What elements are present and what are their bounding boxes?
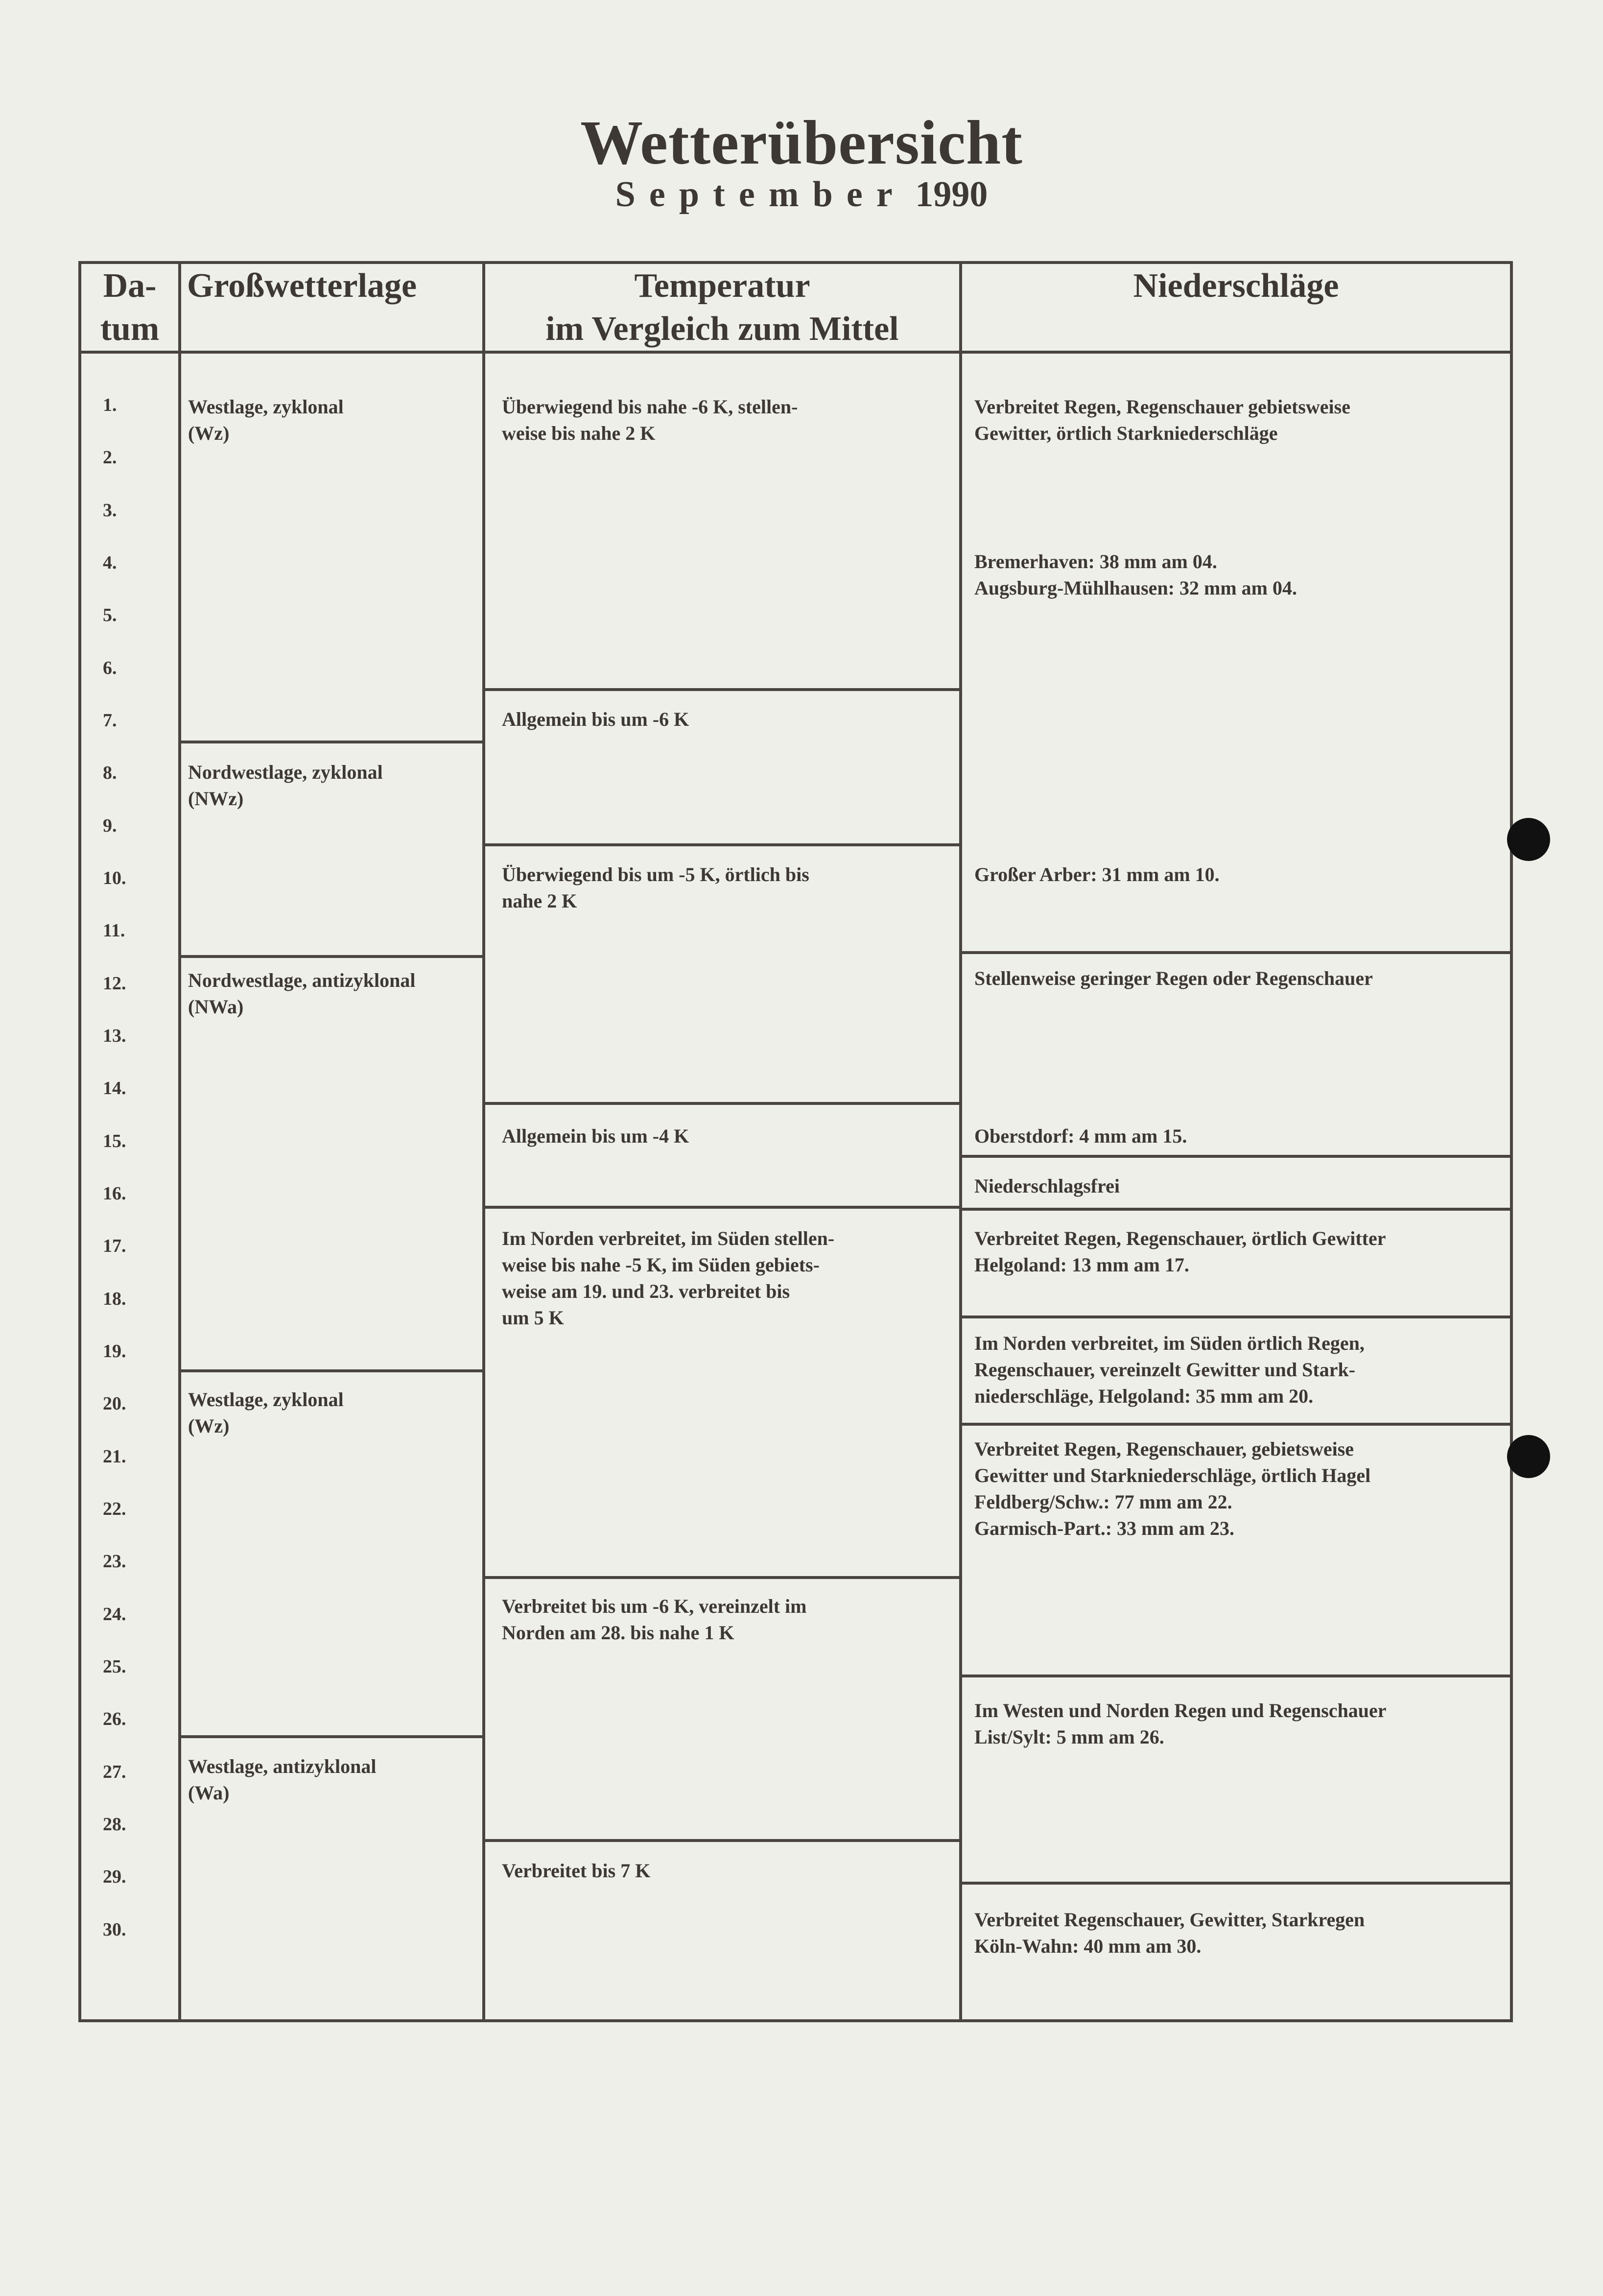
lage-divider bbox=[178, 955, 482, 958]
niederschlag-divider bbox=[959, 951, 1510, 954]
temperatur-cell: Verbreitet bis um -6 K, vereinzelt im Norden am 28. bis nahe 1 K bbox=[502, 1595, 807, 1644]
temperatur-cell: Überwiegend bis um -5 K, örtlich bis nahe 2 K bbox=[502, 863, 809, 912]
day-number: 13. bbox=[103, 1026, 126, 1046]
punch-hole bbox=[1507, 818, 1550, 861]
table-border-right bbox=[1510, 261, 1513, 2022]
temp-divider bbox=[482, 1576, 959, 1579]
niederschlag-cell: Großer Arber: 31 mm am 10. bbox=[974, 863, 1220, 885]
temp-divider bbox=[482, 688, 959, 691]
temperatur-cell: Im Norden verbreitet, im Süden stellen- weise bis nahe -5 K, im Süden gebiets- weise am 19. und 23. verbreitet bis um 5 K bbox=[502, 1227, 835, 1329]
day-number: 6. bbox=[103, 658, 117, 678]
niederschlag-cell: Verbreitet Regen, Regenschauer, örtlich Gewitter Helgoland: 13 mm am 17. bbox=[974, 1227, 1386, 1276]
day-number: 1. bbox=[103, 395, 117, 415]
temperatur-cell: Verbreitet bis 7 K bbox=[502, 1860, 651, 1882]
day-number: 17. bbox=[103, 1236, 126, 1256]
day-number: 10. bbox=[103, 868, 126, 888]
niederschlag-cell: Im Westen und Norden Regen und Regenschauer List/Sylt: 5 mm am 26. bbox=[974, 1699, 1387, 1748]
header-niederschlaege: Niederschläge bbox=[1133, 267, 1339, 305]
col-divider-temp bbox=[959, 261, 962, 2022]
day-number: 9. bbox=[103, 815, 117, 836]
day-number: 22. bbox=[103, 1499, 126, 1519]
day-number: 5. bbox=[103, 605, 117, 625]
day-number: 2. bbox=[103, 447, 117, 468]
day-number: 23. bbox=[103, 1551, 126, 1572]
page-title: Wetterübersicht bbox=[580, 108, 1023, 177]
lage-divider bbox=[178, 1369, 482, 1372]
niederschlag-cell: Verbreitet Regen, Regenschauer, gebietsweise Gewitter und Starkniederschläge, örtlich Hagel Feldberg/Schw.: 77 mm am 22. Garmisch-Part.: 33 mm am 23. bbox=[974, 1438, 1371, 1539]
niederschlag-cell: Oberstdorf: 4 mm am 15. bbox=[974, 1125, 1187, 1147]
temperatur-cell: Allgemein bis um -4 K bbox=[502, 1125, 689, 1147]
day-number: 3. bbox=[103, 500, 117, 521]
day-number: 18. bbox=[103, 1289, 126, 1309]
table-border-bottom bbox=[78, 2019, 1513, 2022]
header-datum: Da- tum bbox=[100, 267, 160, 348]
day-number: 7. bbox=[103, 710, 117, 731]
niederschlag-divider bbox=[959, 1315, 1510, 1318]
page-subtitle bbox=[0, 174, 1603, 215]
day-number: 28. bbox=[103, 1814, 126, 1835]
niederschlag-divider bbox=[959, 1882, 1510, 1885]
day-number: 4. bbox=[103, 552, 117, 573]
table-border-top bbox=[78, 261, 1513, 264]
niederschlag-cell: Verbreitet Regen, Regenschauer gebietsweise Gewitter, örtlich Starkniederschläge bbox=[974, 396, 1350, 444]
grosswetterlage-cell: Westlage, zyklonal (Wz) bbox=[188, 396, 344, 444]
lage-divider bbox=[178, 1735, 482, 1738]
niederschlag-cell: Stellenweise geringer Regen oder Regenschauer bbox=[974, 967, 1373, 989]
grosswetterlage-cell: Westlage, zyklonal (Wz) bbox=[188, 1388, 344, 1437]
niederschlag-divider bbox=[959, 1208, 1510, 1211]
niederschlag-cell: Im Norden verbreitet, im Süden örtlich Regen, Regenschauer, vereinzelt Gewitter und Stark- niederschläge, Helgoland: 35 mm am 20. bbox=[974, 1332, 1365, 1407]
niederschlag-divider bbox=[959, 1155, 1510, 1158]
day-number: 11. bbox=[103, 920, 125, 941]
niederschlag-divider bbox=[959, 1423, 1510, 1426]
table-border-left bbox=[78, 261, 81, 2022]
temperatur-cell: Überwiegend bis nahe -6 K, stellen- weise bis nahe 2 K bbox=[502, 396, 798, 444]
temp-divider bbox=[482, 1839, 959, 1842]
day-number: 21. bbox=[103, 1446, 126, 1467]
temperatur-cell: Allgemein bis um -6 K bbox=[502, 708, 689, 730]
grosswetterlage-cell: Westlage, antizyklonal (Wa) bbox=[188, 1755, 377, 1804]
col-divider-datum bbox=[178, 261, 181, 2022]
grosswetterlage-cell: Nordwestlage, zyklonal (NWz) bbox=[188, 761, 383, 810]
niederschlag-cell: Bremerhaven: 38 mm am 04. Augsburg-Mühlhausen: 32 mm am 04. bbox=[974, 550, 1297, 599]
day-number: 15. bbox=[103, 1131, 126, 1151]
day-number: 29. bbox=[103, 1866, 126, 1887]
punch-hole bbox=[1507, 1435, 1550, 1478]
day-number: 12. bbox=[103, 973, 126, 994]
grosswetterlage-cell: Nordwestlage, antizyklonal (NWa) bbox=[188, 969, 416, 1018]
niederschlag-cell: Verbreitet Regenschauer, Gewitter, Starkregen Köln-Wahn: 40 mm am 30. bbox=[974, 1909, 1365, 1957]
subtitle-month: September bbox=[615, 174, 906, 215]
subtitle-year: 1990 bbox=[915, 174, 988, 215]
day-number: 26. bbox=[103, 1709, 126, 1729]
lage-divider bbox=[178, 741, 482, 743]
temp-divider bbox=[482, 843, 959, 846]
day-number: 25. bbox=[103, 1656, 126, 1677]
day-number: 30. bbox=[103, 1919, 126, 1940]
day-number: 20. bbox=[103, 1393, 126, 1414]
day-number: 14. bbox=[103, 1078, 126, 1099]
header-temperatur: Temperatur im Vergleich zum Mittel bbox=[545, 267, 899, 348]
table-header-divider bbox=[78, 351, 1513, 354]
niederschlag-divider bbox=[959, 1674, 1510, 1677]
niederschlag-cell: Niederschlagsfrei bbox=[974, 1175, 1120, 1197]
day-number: 8. bbox=[103, 763, 117, 783]
day-number: 16. bbox=[103, 1183, 126, 1204]
header-grosswetterlage: Großwetterlage bbox=[187, 267, 417, 305]
temp-divider bbox=[482, 1102, 959, 1105]
day-number: 27. bbox=[103, 1762, 126, 1782]
col-divider-lage bbox=[482, 261, 485, 2022]
day-number: 24. bbox=[103, 1604, 126, 1625]
temp-divider bbox=[482, 1206, 959, 1209]
day-number: 19. bbox=[103, 1341, 126, 1362]
